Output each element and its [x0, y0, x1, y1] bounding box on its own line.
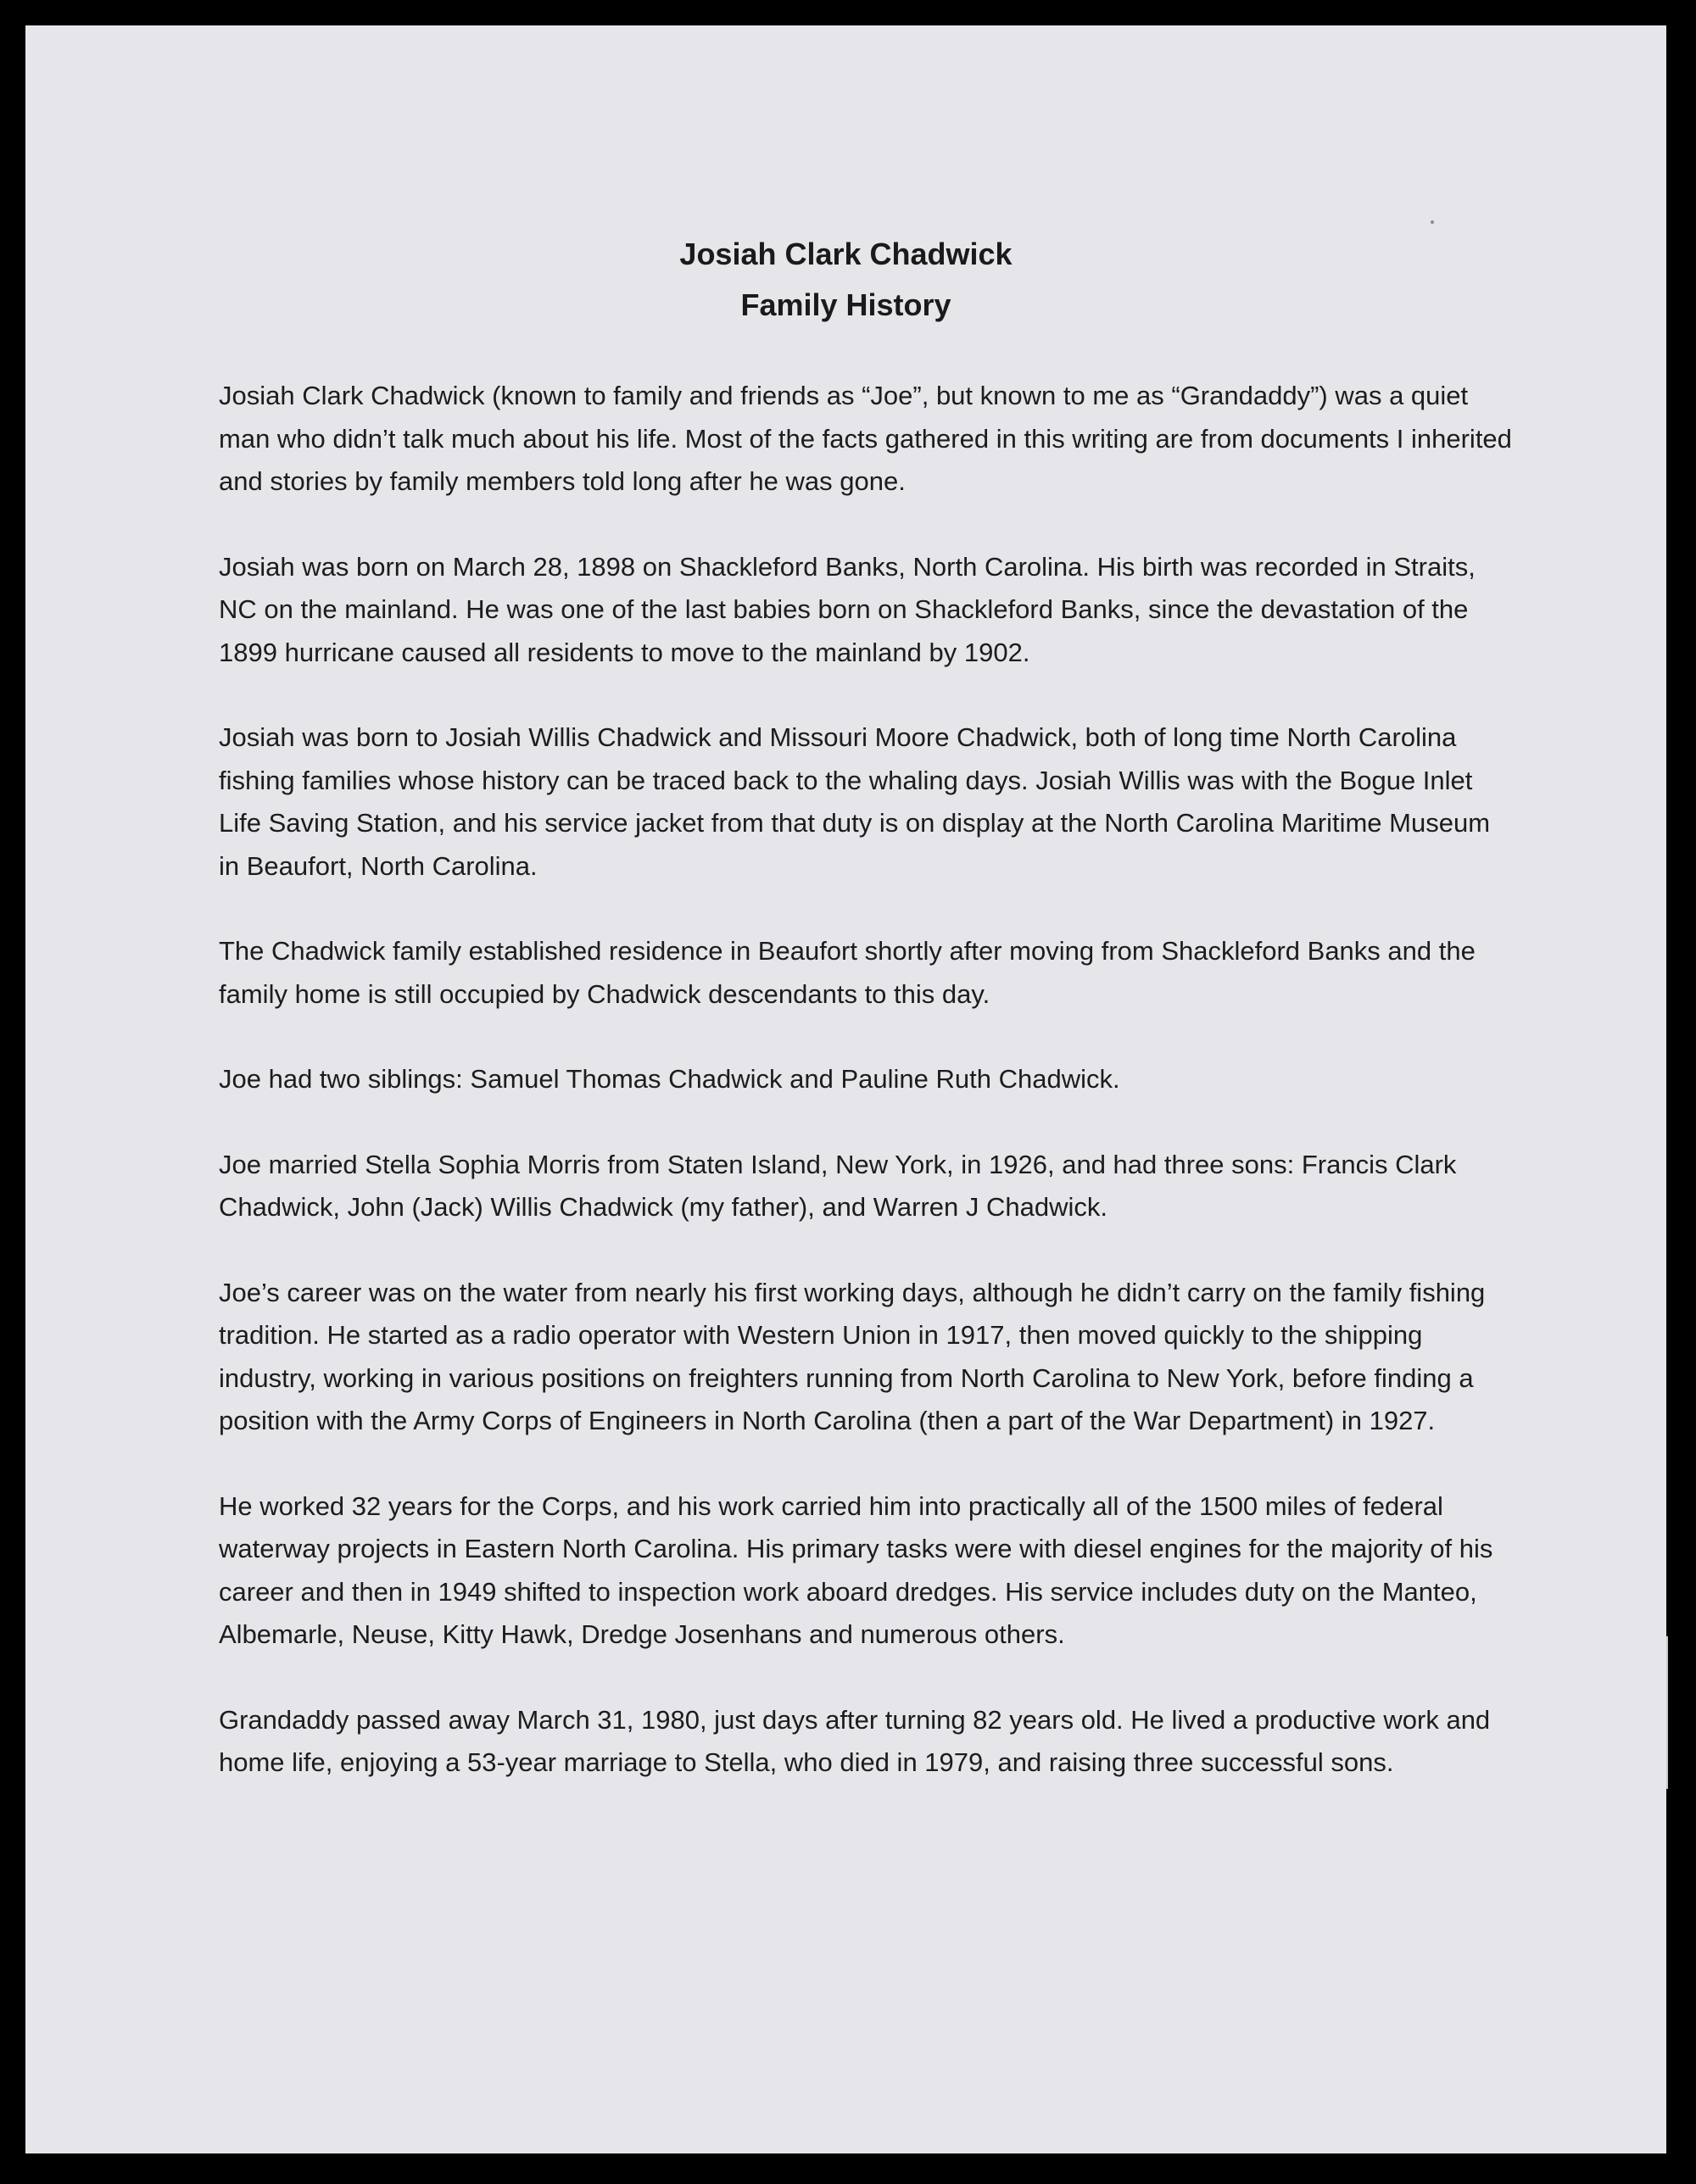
paragraph-death: Grandaddy passed away March 31, 1980, just days after turning 82 years old. He lived a productive work and home life, enjoying a 53-year marriage to Stella, who died in 1979, and raising three successful sons. — [219, 1704, 1491, 1777]
title-name: Josiah Clark Chadwick — [679, 237, 1013, 271]
paragraph-residence: The Chadwick family established residence in Beaufort shortly after moving from Shackleford Banks and the family home is still occupied by Chadwick descendants to this day. — [219, 936, 1476, 1009]
paragraph-siblings: Joe had two siblings: Samuel Thomas Chadwick and Pauline Ruth Chadwick. — [219, 1064, 1120, 1094]
document-page — [25, 25, 1666, 2153]
document-title — [25, 229, 1666, 331]
paragraph-marriage: Joe married Stella Sophia Morris from Staten Island, New York, in 1926, and had three sons: Francis Clark Chadwick, John (Jack) Willis Chadwick (my father), and Warren J Chadwick. — [219, 1149, 1457, 1222]
paragraph-intro: Josiah Clark Chadwick (known to family and friends as “Joe”, but known to me as “Grandaddy”) was a quiet man who didn’t talk much about his life. Most of the facts gathered in this writing are from documents I inherited and stories by family members told long after he was gone. — [219, 381, 1512, 496]
scan-edge-line — [1666, 1636, 1668, 1789]
scan-speck — [1431, 220, 1434, 224]
title-subtitle: Family History — [740, 287, 951, 322]
paragraph-parents: Josiah was born to Josiah Willis Chadwick and Missouri Moore Chadwick, both of long time North Carolina fishing families whose history can be traced back to the whaling days. Josiah Willis was with the Bogue Inlet Life Saving Station, and his service jacket from that duty is on display at the North Carolina Maritime Museum in Beaufort, North Carolina. — [219, 722, 1491, 881]
paragraph-birth: Josiah was born on March 28, 1898 on Shackleford Banks, North Carolina. His birth was recorded in Straits, NC on the mainland. He was one of the last babies born on Shackleford Banks, since the devastation of the 1899 hurricane caused all residents to move to the mainland by 1902. — [219, 551, 1476, 667]
paragraph-corps: He worked 32 years for the Corps, and his work carried him into practically all of the 1500 miles of federal waterway projects in Eastern North Carolina. His primary tasks were with diesel engines for the majority of his career and then in 1949 shifted to inspection work aboard dredges. His service includes duty on the Manteo, Albemarle, Neuse, Kitty Hawk, Dredge Josenhans and numerous others. — [219, 1490, 1493, 1649]
paragraph-career: Joe’s career was on the water from nearly his first working days, although he didn’t carry on the family fishing tradition. He started as a radio operator with Western Union in 1917, then moved quickly to the shipping industry, working in various positions on freighters running from North Carolina to New York, before finding a position with the Army Corps of Engineers in North Carolina (then a part of the War Department) in 1927. — [219, 1277, 1486, 1435]
document-body — [219, 375, 1516, 1827]
